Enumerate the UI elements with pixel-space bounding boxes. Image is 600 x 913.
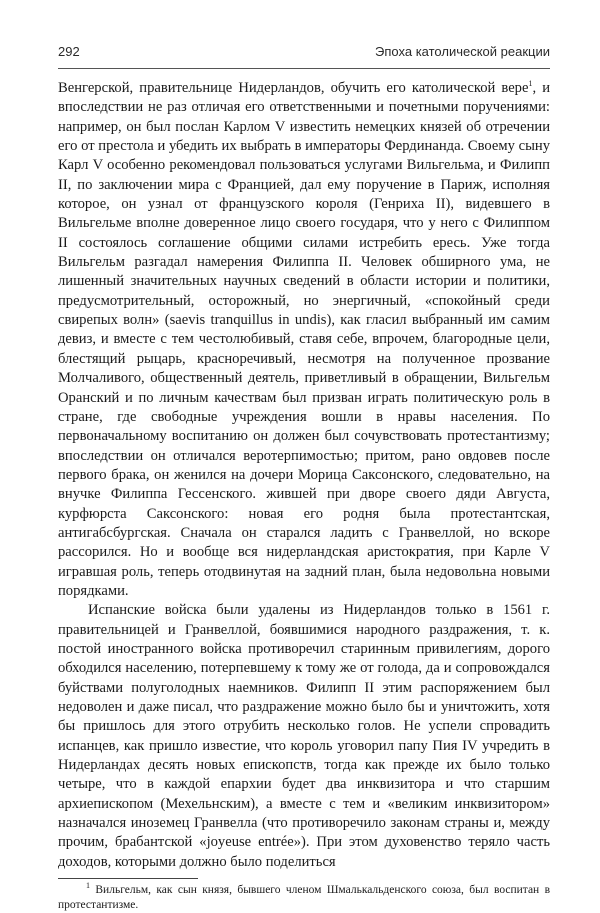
- body-text: [58, 79, 550, 872]
- footnote-reference[interactable]: 1: [528, 79, 533, 89]
- paragraph-1-start: Венгерской, правительнице Нидерландов, обучить его католической вере: [58, 80, 529, 96]
- paragraph-1: [58, 79, 550, 601]
- book-page: [58, 44, 550, 913]
- header-rule: [58, 68, 550, 69]
- footnote-text: Вильгельм, как сын князя, бывшего членом Шмалькальденского союза, был воспитан в протестантизме.: [58, 884, 551, 912]
- footnote-rule: [58, 878, 198, 879]
- footnote-marker: 1: [86, 881, 90, 891]
- footnote: [58, 883, 550, 913]
- page-number: 292: [58, 44, 80, 59]
- paragraph-2: Испанские войска были удалены из Нидерландов только в 1561 г. правительницей и Гранвеллой, боявшимися народного раздражения, т. к. постой иностранного войска противоречил старинным привилегиям, дорого обходился населению, потерпевшему к тому же от голода, да и сопровождался буйствами полуголодных наемников. Филипп II этим распоряжением был недоволен и даже писал, что раздражение можно было бы и уничтожить, хотя бы пришлось для этого отрубить несколько голов. Не успели спровадить испанцев, как пришло известие, что король уговорил папу Пия IV учредить в Нидерландах десять новых епископств, тогда как прежде их было только четыре, что в каждой епархии будет два инквизитора и что старшим архиепископом (Мехельнским), а вместе с тем и «великим инквизитором» назначался иноземец Гранвелла (что противоречило законам страны и, между прочим, брабантской «joyeuse entrée»). При этом духовенство теряло часть доходов, которыми должно было поделиться: [58, 602, 550, 870]
- running-title: Эпоха католической реакции: [375, 44, 550, 59]
- paragraph-1-rest: , и впоследствии не раз отличая его ответственными и почетными поручениями: например, он был послан Карлом V известить немецких князей об отречении его от престола и убедить их выбрать в императоры Фердинанда. Своему сыну Карл V особенно рекомендовал пользоваться услугами Вильгельма, и Филипп II, по заключении мира с Францией, дал ему поручение в Париж, исполняя которое, он узнал от французского короля (Генриха II), видевшего в Вильгельме вполне доверенное лицо своего государя, что у него с Филиппом II состоялось соглашение общими силами истребить ересь. Уже тогда Вильгельм разгадал намерения Филиппа II. Человек обширного ума, не лишенный значительных научных сведений в области истории и политики, предусмотрительный, осторожный, но энергичный, «спокойный среди свирепых волн» (saevis tranquillus in undis), как гласил выбранный им самим девиз, и вместе с тем честолюбивый, ставя себе, впрочем, благородные цели, блестящий рыцарь, красноречивый, несмотря на полученное прозвание Молчаливого, общественный деятель, приветливый в обращении, Вильгельм Оранский и по личным качествам был призван играть политическую роль в стране, где свободные учреждения вошли в нравы населения. По первоначальному воспитанию он должен был сочувствовать протестантизму; впоследствии он отличался веротерпимостью; притом, рано овдовев после первого брака, он женился на дочери Морица Саксонского, следовательно, на внучке Филиппа Гессенского. жившей при дворе своего дяди Августа, курфюрста Саксонского: новая его родня была протестантская, антигабсбургская. Сначала он старался ладить с Гранвеллой, но вскоре рассорился. Но и вообще вся нидерландская аристократия, при Карле V игравшая роль, теперь отодвинутая на задний план, была недовольна новыми порядками.: [58, 80, 551, 599]
- running-head: [58, 44, 550, 62]
